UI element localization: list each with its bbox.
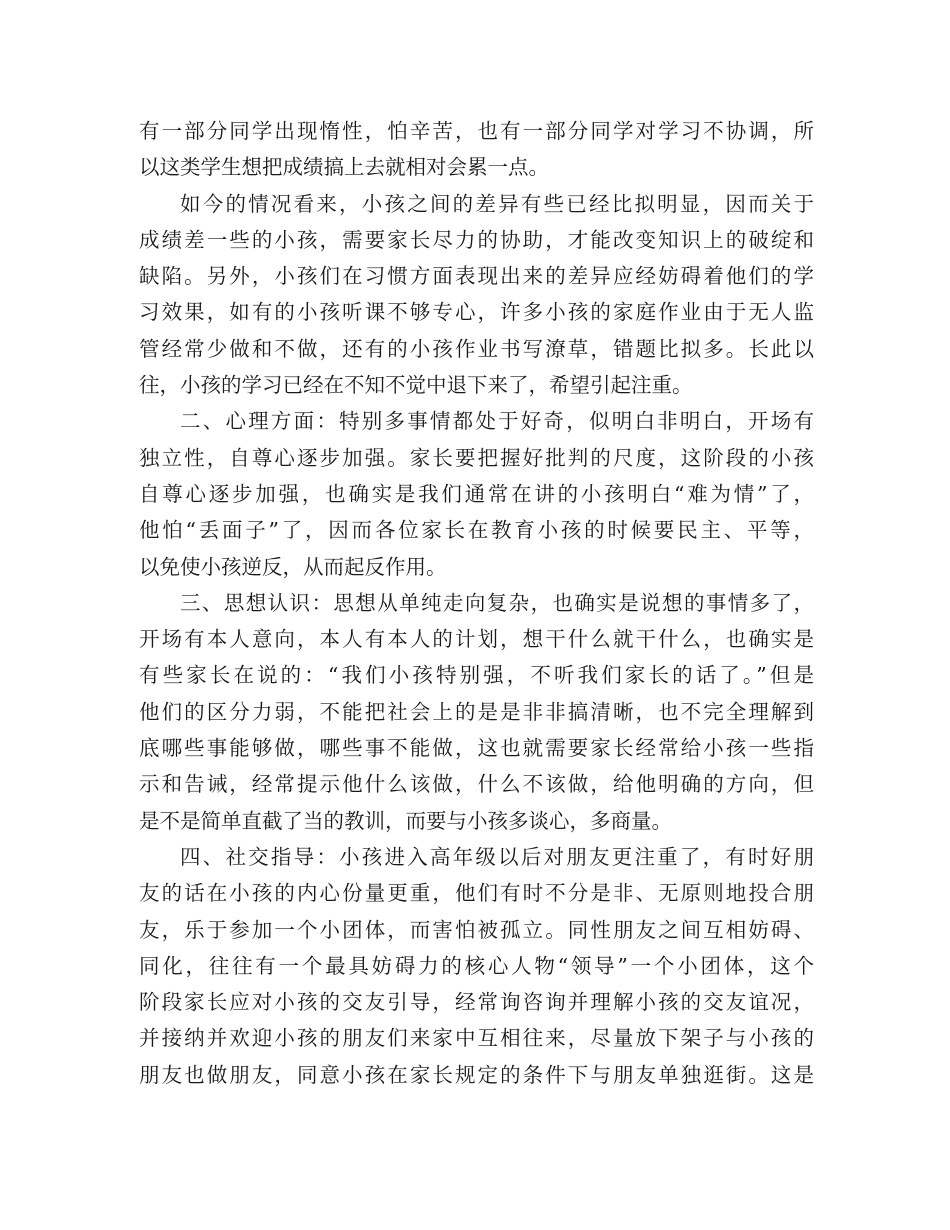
text-line: 他怕“丢面子”了，因而各位家长在教育小孩的时候要民主、平等， bbox=[139, 518, 814, 543]
text-line: 是不是简单直截了当的教训，而要与小孩多谈心，多商量。 bbox=[139, 808, 672, 833]
paragraph-first-line: 如今的情况看来，小孩之间的差异有些已经比拟明显，因而关于 bbox=[180, 191, 814, 216]
text-line: 同化，往往有一个最具妨碍力的核心人物“领导”一个小团体，这个 bbox=[139, 953, 814, 978]
text-line: 自尊心逐步加强，也确实是我们通常在讲的小孩明白“难为情”了， bbox=[139, 481, 814, 506]
body-text bbox=[139, 113, 814, 1093]
text-line: 他们的区分力弱，不能把社会上的是是非非搞清晰，也不完全理解到 bbox=[139, 699, 814, 724]
text-line: 示和告诫，经常提示他什么该做，什么不该做，给他明确的方向，但 bbox=[139, 772, 814, 797]
text-line: 友，乐于参加一个小团体，而害怕被孤立。同性朋友之间互相妨碍、 bbox=[139, 917, 814, 942]
text-line: 有些家长在说的：“我们小孩特别强，不听我们家长的话了。”但是 bbox=[139, 663, 814, 688]
text-line: 以免使小孩逆反，从而起反作用。 bbox=[139, 554, 447, 579]
paragraph-first-line: 四、社交指导：小孩进入高年级以后对朋友更注重了，有时好朋 bbox=[180, 844, 814, 869]
paragraph-first-line: 三、思想认识：思想从单纯走向复杂，也确实是说想的事情多了， bbox=[180, 590, 814, 615]
text-line: 开场有本人意向，本人有本人的计划，想干什么就干什么，也确实是 bbox=[139, 627, 814, 652]
text-line: 缺陷。另外，小孩们在习惯方面表现出来的差异应经妨碍着他们的学 bbox=[139, 264, 814, 289]
text-line: 并接纳并欢迎小孩的朋友们来家中互相往来，尽量放下架子与小孩的 bbox=[139, 1026, 814, 1051]
text-line: 往，小孩的学习已经在不知不觉中退下来了，希望引起注重。 bbox=[139, 373, 693, 398]
text-line: 底哪些事能够做，哪些事不能做，这也就需要家长经常给小孩一些指 bbox=[139, 736, 814, 761]
text-line: 以这类学生想把成绩搞上去就相对会累一点。 bbox=[139, 155, 549, 180]
text-line: 友的话在小孩的内心份量更重，他们有时不分是非、无原则地投合朋 bbox=[139, 881, 814, 906]
paragraph-first-line: 二、心理方面：特别多事情都处于好奇，似明白非明白，开场有 bbox=[180, 409, 814, 434]
text-line: 朋友也做朋友，同意小孩在家长规定的条件下与朋友单独逛街。这是 bbox=[139, 1062, 814, 1087]
text-line: 独立性，自尊心逐步加强。家长要把握好批判的尺度，这阶段的小孩 bbox=[139, 445, 814, 470]
text-line: 成绩差一些的小孩，需要家长尽力的协助，才能改变知识上的破绽和 bbox=[139, 227, 814, 252]
text-line: 阶段家长应对小孩的交友引导，经常询咨询并理解小孩的交友谊况， bbox=[139, 990, 814, 1015]
text-line: 有一部分同学出现惰性，怕辛苦，也有一部分同学对学习不协调，所 bbox=[139, 119, 814, 143]
text-line: 管经常少做和不做，还有的小孩作业书写潦草，错题比拟多。长此以 bbox=[139, 336, 814, 361]
text-line: 习效果，如有的小孩听课不够专心，许多小孩的家庭作业由于无人监 bbox=[139, 300, 814, 325]
